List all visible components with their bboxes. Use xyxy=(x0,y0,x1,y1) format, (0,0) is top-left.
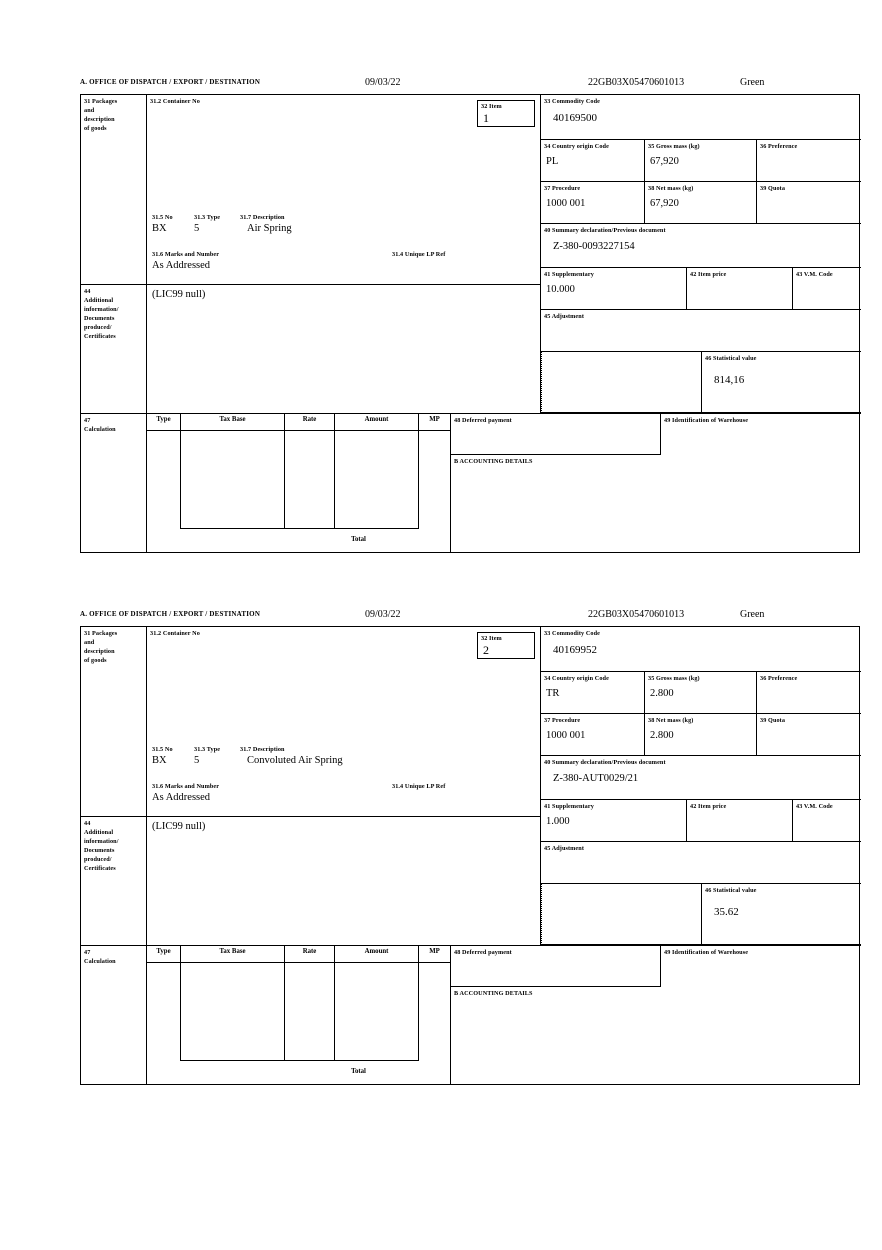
box-44-additional-info-2 xyxy=(147,817,541,945)
value-38-net-mass: 67,920 xyxy=(650,198,679,209)
label-32-item-2: 32 Item xyxy=(481,635,502,642)
box-34-country-origin-2 xyxy=(541,672,645,714)
value-31-5-no: BX xyxy=(152,223,167,234)
value-33-commodity-code: 40169500 xyxy=(553,112,597,124)
box-48-deferred-payment-2 xyxy=(451,945,661,987)
form-header xyxy=(80,78,862,94)
label-36-preference-2: 36 Preference xyxy=(760,675,798,682)
value-34-country-origin: PL xyxy=(546,156,559,167)
value-46-statistical-value-2: 35.62 xyxy=(714,906,739,918)
label-31-packages-l2: and xyxy=(84,107,95,114)
box-41-supplementary xyxy=(541,268,687,310)
calc-col-header-tax-base-2 xyxy=(181,945,285,963)
value-35-gross-mass: 67,920 xyxy=(650,156,679,167)
box-40-summary-declaration-2 xyxy=(541,756,861,800)
box-39-quota-2 xyxy=(757,714,861,756)
box-43-vm-code xyxy=(793,268,861,310)
box-46-left-spacer-2 xyxy=(541,884,701,945)
calc-cell-amount-2 xyxy=(335,963,419,1061)
calc-col-header-amount xyxy=(335,413,419,431)
label-47: 47 xyxy=(84,417,91,424)
label-39-quota: 39 Quota xyxy=(760,185,786,192)
box-44-additional-label-2 xyxy=(81,817,147,945)
box-34-country-origin xyxy=(541,140,645,182)
label-31-4-unique-lp-2: 31.4 Unique LP Ref xyxy=(392,783,446,790)
calc-cell-tax-base xyxy=(181,431,285,529)
label-44-l3: information/ xyxy=(84,306,119,313)
box-38-net-mass xyxy=(645,182,757,224)
label-col-tax-base-2: Tax Base xyxy=(219,948,246,955)
label-33-commodity-code: 33 Commodity Code xyxy=(544,98,601,105)
label-47-2-l2: Calculation xyxy=(84,958,116,965)
label-44-l2: Additional xyxy=(84,297,114,304)
label-49-identification-warehouse: 49 Identification of Warehouse xyxy=(664,417,749,424)
label-44-2-l5: produced/ xyxy=(84,856,112,863)
value-38-net-mass-2: 2.800 xyxy=(650,730,674,741)
box-46-statistical-value xyxy=(701,352,861,413)
calc-cell-type xyxy=(147,431,181,529)
calc-cell-rate xyxy=(285,431,335,529)
calc-cell-type-2 xyxy=(147,963,181,1061)
value-33-commodity-code-2: 40169952 xyxy=(553,644,597,656)
label-col-rate-2: Rate xyxy=(302,948,317,955)
calc-total-row-2 xyxy=(147,1061,451,1085)
label-44: 44 xyxy=(84,288,91,295)
label-col-amount-2: Amount xyxy=(364,948,389,955)
label-total: Total xyxy=(351,536,366,543)
box-31-packages xyxy=(81,95,147,285)
calc-cell-rate-2 xyxy=(285,963,335,1061)
label-33-commodity-code-2: 33 Commodity Code xyxy=(544,630,601,637)
box-37-procedure-2 xyxy=(541,714,645,756)
label-43-vm-code: 43 V.M. Code xyxy=(796,271,833,278)
customs-declaration-form-item-2 xyxy=(80,610,862,1085)
lane-status-2: Green xyxy=(740,609,765,620)
label-31-2-container-no: 31.2 Container No xyxy=(150,98,200,105)
label-31-packages-l4: of goods xyxy=(84,125,107,132)
value-35-gross-mass-2: 2.800 xyxy=(650,688,674,699)
box-35-gross-mass-2 xyxy=(645,672,757,714)
box-33-commodity-code xyxy=(541,95,861,140)
box-41-supplementary-2 xyxy=(541,800,687,842)
movement-reference-number: 22GB03X05470601013 xyxy=(588,77,685,88)
label-col-mp: MP xyxy=(429,416,440,423)
label-col-amount: Amount xyxy=(364,416,389,423)
value-41-supplementary: 10.000 xyxy=(546,284,575,295)
box-33-commodity-code-2 xyxy=(541,627,861,672)
box-b-accounting-details xyxy=(451,455,861,553)
value-31-7-description-2: Convoluted Air Spring xyxy=(247,755,343,766)
box-49-identification-warehouse xyxy=(661,413,861,455)
office-of-dispatch-label: A. OFFICE OF DISPATCH / EXPORT / DESTINATION xyxy=(80,78,261,86)
value-40-summary-declaration-2: Z-380-AUT0029/21 xyxy=(553,773,639,784)
box-40-summary-declaration xyxy=(541,224,861,268)
box-43-vm-code-2 xyxy=(793,800,861,842)
box-39-quota xyxy=(757,182,861,224)
box-44-additional-label xyxy=(81,285,147,413)
box-32-item-2 xyxy=(477,632,535,659)
label-37-procedure-2: 37 Procedure xyxy=(544,717,581,724)
calc-col-header-amount-2 xyxy=(335,945,419,963)
box-36-preference xyxy=(757,140,861,182)
declaration-date: 09/03/22 xyxy=(365,77,401,88)
label-col-tax-base: Tax Base xyxy=(219,416,246,423)
value-44-additional-info: (LIC99 null) xyxy=(152,289,206,300)
calc-cell-amount xyxy=(335,431,419,529)
box-45-adjustment-2 xyxy=(541,842,861,884)
label-31-6-marks: 31.6 Marks and Number xyxy=(152,251,220,258)
value-31-6-marks-2: As Addressed xyxy=(152,792,211,803)
label-32-item: 32 Item xyxy=(481,103,502,110)
calc-col-header-type-2 xyxy=(147,945,181,963)
office-of-dispatch-label-2: A. OFFICE OF DISPATCH / EXPORT / DESTINATION xyxy=(80,610,261,618)
label-36-preference: 36 Preference xyxy=(760,143,798,150)
box-38-net-mass-2 xyxy=(645,714,757,756)
box-49-identification-warehouse-2 xyxy=(661,945,861,987)
label-40-summary-declaration-2: 40 Summary declaration/Previous document xyxy=(544,759,666,766)
value-31-6-marks: As Addressed xyxy=(152,260,211,271)
label-48-deferred-payment-2: 48 Deferred payment xyxy=(454,949,512,956)
label-42-item-price: 42 Item price xyxy=(690,271,727,278)
label-35-gross-mass: 35 Gross mass (kg) xyxy=(648,143,700,150)
label-col-rate: Rate xyxy=(302,416,317,423)
label-44-l6: Certificates xyxy=(84,333,116,340)
value-32-item-2: 2 xyxy=(483,643,489,657)
label-41-supplementary: 41 Supplementary xyxy=(544,271,594,278)
label-col-type: Type xyxy=(156,416,171,423)
lane-status: Green xyxy=(740,77,765,88)
box-47-calculation-label-2 xyxy=(81,945,147,1085)
label-31-packages-2-l2: and xyxy=(84,639,95,646)
declaration-date-2: 09/03/22 xyxy=(365,609,401,620)
calc-cell-mp-2 xyxy=(419,963,451,1061)
label-31-packages-2-l3: description xyxy=(84,648,115,655)
label-40-summary-declaration: 40 Summary declaration/Previous document xyxy=(544,227,666,234)
value-31-3-type-2: 5 xyxy=(194,755,200,766)
value-32-item: 1 xyxy=(483,111,489,125)
label-31-3-type: 31.3 Type xyxy=(194,214,221,221)
label-31-packages-2-l4: of goods xyxy=(84,657,107,664)
customs-declaration-form-item-1 xyxy=(80,78,862,553)
label-44-l5: produced/ xyxy=(84,324,112,331)
movement-reference-number-2: 22GB03X05470601013 xyxy=(588,609,685,620)
box-b-accounting-details-2 xyxy=(451,987,861,1085)
calc-col-header-tax-base xyxy=(181,413,285,431)
label-44-2-l4: Documents xyxy=(84,847,115,854)
label-47-2: 47 xyxy=(84,949,91,956)
label-39-quota-2: 39 Quota xyxy=(760,717,786,724)
value-46-statistical-value: 814,16 xyxy=(714,374,745,386)
label-49-identification-warehouse-2: 49 Identification of Warehouse xyxy=(664,949,749,956)
calc-cell-mp xyxy=(419,431,451,529)
label-31-4-unique-lp: 31.4 Unique LP Ref xyxy=(392,251,446,258)
form-header-2 xyxy=(80,610,862,626)
label-34-country-origin-2: 34 Country origin Code xyxy=(544,675,609,682)
label-31-5-no: 31.5 No xyxy=(152,214,173,221)
label-b-accounting-details-2: B ACCOUNTING DETAILS xyxy=(454,990,533,997)
box-32-item xyxy=(477,100,535,127)
label-31-packages-l3: description xyxy=(84,116,115,123)
label-col-type-2: Type xyxy=(156,948,171,955)
box-46-statistical-value-2 xyxy=(701,884,861,945)
value-44-additional-info-2: (LIC99 null) xyxy=(152,821,206,832)
box-42-item-price-2 xyxy=(687,800,793,842)
label-31-7-description: 31.7 Description xyxy=(240,214,285,221)
value-37-procedure-2: 1000 001 xyxy=(546,730,586,741)
label-44-2-l3: information/ xyxy=(84,838,119,845)
label-41-supplementary-2: 41 Supplementary xyxy=(544,803,594,810)
label-45-adjustment-2: 45 Adjustment xyxy=(544,845,584,852)
label-37-procedure: 37 Procedure xyxy=(544,185,581,192)
label-47-l2: Calculation xyxy=(84,426,116,433)
label-45-adjustment: 45 Adjustment xyxy=(544,313,584,320)
label-34-country-origin: 34 Country origin Code xyxy=(544,143,609,150)
box-47-calculation-label xyxy=(81,413,147,553)
label-31-6-marks-2: 31.6 Marks and Number xyxy=(152,783,220,790)
calc-cell-tax-base-2 xyxy=(181,963,285,1061)
label-44-l4: Documents xyxy=(84,315,115,322)
label-44-2: 44 xyxy=(84,820,91,827)
value-31-7-description: Air Spring xyxy=(247,223,292,234)
value-34-country-origin-2: TR xyxy=(546,688,560,699)
label-42-item-price-2: 42 Item price xyxy=(690,803,727,810)
box-48-deferred-payment xyxy=(451,413,661,455)
box-35-gross-mass xyxy=(645,140,757,182)
box-46-left-spacer xyxy=(541,352,701,413)
value-31-5-no-2: BX xyxy=(152,755,167,766)
calc-col-header-mp xyxy=(419,413,451,431)
label-31-packages-2: 31 Packages xyxy=(84,630,118,637)
value-40-summary-declaration: Z-380-0093227154 xyxy=(553,241,635,252)
box-37-procedure xyxy=(541,182,645,224)
label-35-gross-mass-2: 35 Gross mass (kg) xyxy=(648,675,700,682)
label-48-deferred-payment: 48 Deferred payment xyxy=(454,417,512,424)
declaration-box-2 xyxy=(80,626,860,1085)
label-38-net-mass-2: 38 Net mass (kg) xyxy=(648,717,694,724)
label-31-packages: 31 Packages xyxy=(84,98,118,105)
value-41-supplementary-2: 1.000 xyxy=(546,816,570,827)
calc-col-header-mp-2 xyxy=(419,945,451,963)
calc-col-header-rate-2 xyxy=(285,945,335,963)
label-46-statistical-value: 46 Statistical value xyxy=(705,355,757,362)
label-43-vm-code-2: 43 V.M. Code xyxy=(796,803,833,810)
label-31-3-type-2: 31.3 Type xyxy=(194,746,221,753)
box-36-preference-2 xyxy=(757,672,861,714)
value-31-3-type: 5 xyxy=(194,223,200,234)
label-col-mp-2: MP xyxy=(429,948,440,955)
label-44-2-l2: Additional xyxy=(84,829,114,836)
label-38-net-mass: 38 Net mass (kg) xyxy=(648,185,694,192)
calc-total-row xyxy=(147,529,451,553)
label-b-accounting-details: B ACCOUNTING DETAILS xyxy=(454,458,533,465)
box-31-packages-2 xyxy=(81,627,147,817)
label-31-2-container-no-2: 31.2 Container No xyxy=(150,630,200,637)
calc-col-header-type xyxy=(147,413,181,431)
box-44-additional-info xyxy=(147,285,541,413)
label-46-statistical-value-2: 46 Statistical value xyxy=(705,887,757,894)
declaration-box xyxy=(80,94,860,553)
label-total-2: Total xyxy=(351,1068,366,1075)
label-31-5-no-2: 31.5 No xyxy=(152,746,173,753)
label-31-7-description-2: 31.7 Description xyxy=(240,746,285,753)
value-37-procedure: 1000 001 xyxy=(546,198,586,209)
box-45-adjustment xyxy=(541,310,861,352)
box-42-item-price xyxy=(687,268,793,310)
calc-col-header-rate xyxy=(285,413,335,431)
label-44-2-l6: Certificates xyxy=(84,865,116,872)
